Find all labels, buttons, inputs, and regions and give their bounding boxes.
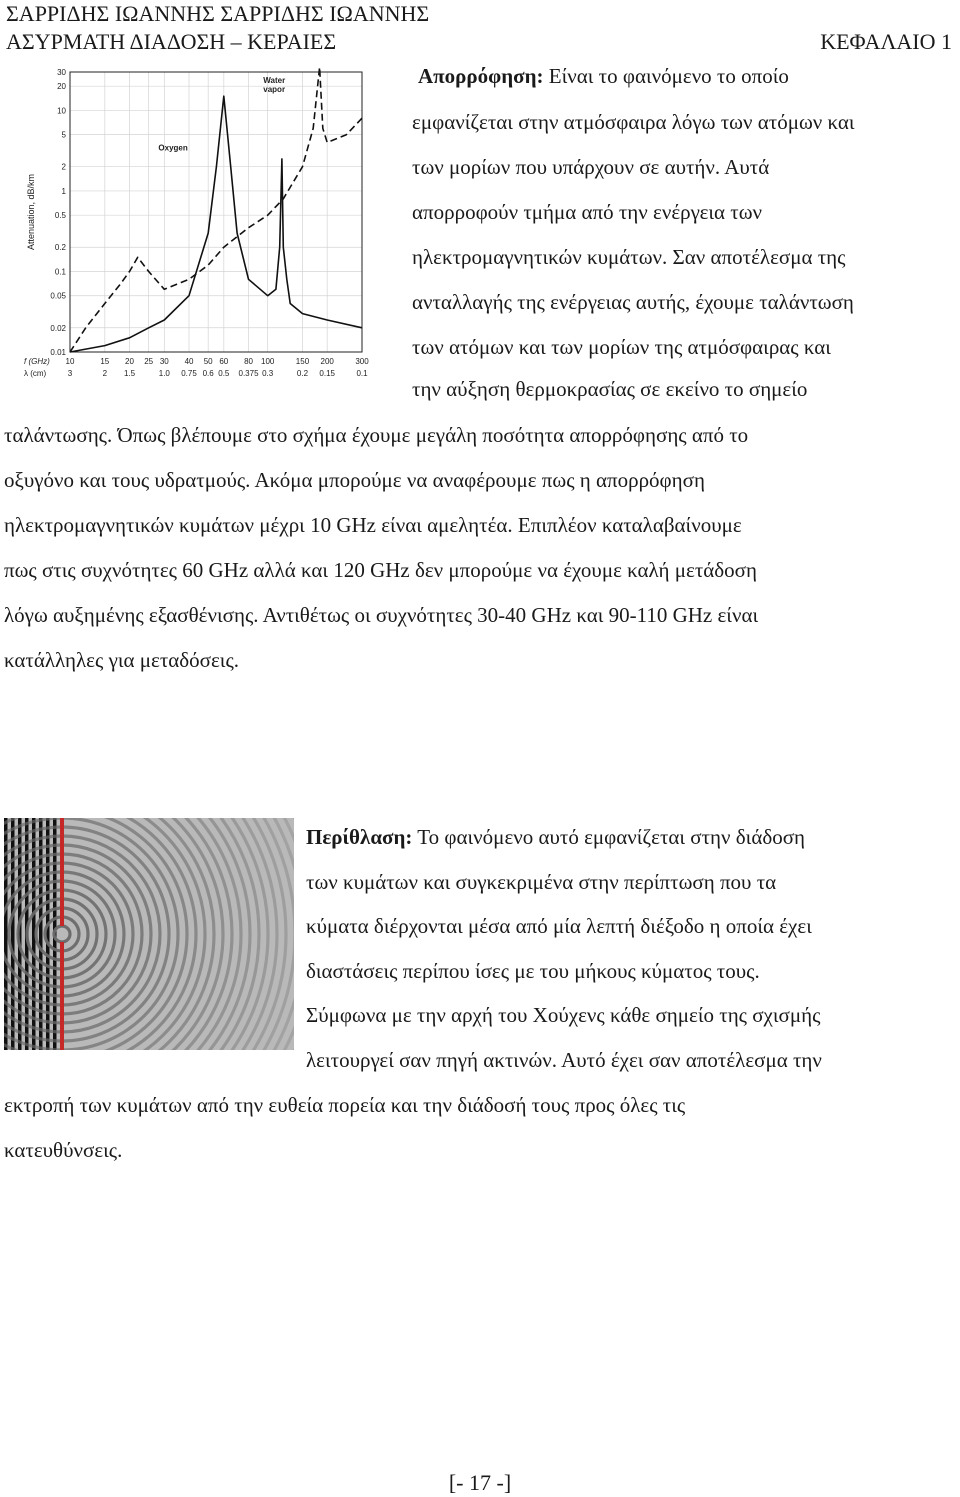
section1-line-6: των ατόμων και των μορίων της ατμόσφαιρας και	[412, 335, 831, 359]
header-author: ΣΑΡΡΙΔΗΣ ΙΩΑΝΝΗΣ ΣΑΡΡΙΔΗΣ ΙΩΑΝΝΗΣ	[6, 1, 430, 26]
section1-line-4: ηλεκτρομαγνητικών κυμάτων. Σαν αποτέλεσμα της	[412, 245, 846, 269]
section2-line-4: Σύμφωνα με την αρχή του Χούχενς κάθε σημείο της σχισμής	[306, 1003, 821, 1027]
x-tick-label-freq: 200	[320, 357, 334, 366]
section1-line-3: απορροφούν τμήμα από την ενέργεια των	[412, 200, 763, 224]
x-tick-label-lambda: 2	[102, 369, 108, 378]
x-tick-label-lambda: 0.15	[319, 369, 335, 378]
annotation-oxygen: Oxygen	[158, 143, 188, 153]
page-number: [- 17 -]	[448, 1470, 512, 1495]
x-tick-label-lambda: 1.0	[158, 369, 170, 378]
section2-full-line-1: κατευθύνσεις.	[4, 1138, 123, 1162]
x-tick-label-lambda: 0.5	[218, 369, 230, 378]
x-tick-label-lambda: 0.1	[356, 369, 368, 378]
x-tick-label-freq: 40	[184, 357, 194, 366]
barrier-top	[60, 818, 64, 926]
section1-full-line-0: ταλάντωσης. Όπως βλέπουμε στο σχήμα έχουμε μεγάλη ποσότητα απορρόφησης από το	[4, 423, 749, 447]
plot-frame	[70, 72, 362, 352]
y-tick-label: 30	[57, 68, 66, 77]
section1-line-0-text: Είναι το φαινόμενο το οποίο	[548, 64, 789, 88]
x-label-lambda: λ (cm)	[24, 369, 47, 378]
x-tick-label-lambda: 1.5	[123, 369, 136, 378]
incident-wavefront	[39, 818, 43, 1050]
section1-title: Απορρόφηση:	[418, 64, 544, 88]
y-tick-label: 0.01	[50, 348, 66, 357]
x-tick-label-freq: 30	[159, 357, 169, 366]
y-tick-label: 10	[57, 106, 66, 116]
x-tick-label-freq: 50	[203, 357, 213, 366]
y-tick-label: 0.1	[54, 267, 66, 277]
y-tick-label: 0.05	[50, 291, 66, 301]
y-axis-label: Attenuation, dB/km	[26, 173, 36, 251]
section1-line-0	[418, 62, 789, 90]
x-tick-label-freq: 100	[261, 357, 275, 366]
series-line-water-vapor	[70, 67, 362, 352]
x-tick-label-freq: 10	[65, 357, 75, 366]
section1-line-1: εμφανίζεται στην ατμόσφαιρα λόγω των ατόμων και	[412, 110, 855, 134]
section1-full-line-3: πως στις συχνότητες 60 GHz αλλά και 120 GHz δεν μπορούμε να έχουμε καλή μετάδοση	[4, 558, 757, 582]
x-tick-label-freq: 25	[144, 357, 154, 366]
y-tick-label: 2	[61, 162, 66, 172]
x-tick-label-freq: 60	[219, 357, 229, 366]
annotation-water-vapor-2: vapor	[263, 84, 286, 94]
y-tick-label: 20	[57, 82, 66, 92]
section1-full-line-5: κατάλληλες για μεταδόσεις.	[4, 648, 240, 672]
incident-wavefront	[11, 818, 15, 1050]
x-tick-label-lambda: 0.75	[181, 369, 197, 378]
section1-line-7: την αύξηση θερμοκρασίας σε εκείνο το σημείο	[412, 377, 808, 401]
section1-line-2: των μορίων που υπάρχουν σε αυτήν. Αυτά	[412, 155, 770, 179]
x-label-freq: f (GHz)	[24, 357, 50, 366]
section2-line-5: λειτουργεί σαν πηγή ακτινών. Αυτό έχει σαν αποτέλεσμα την	[306, 1048, 822, 1072]
section2-line-0	[306, 823, 805, 851]
section2-full-line-0: εκτροπή των κυμάτων από την ευθεία πορεία και την διάδοσή τους προς όλες τις	[4, 1093, 686, 1117]
section2-line-3: διαστάσεις περίπου ίσες με του μήκους κύματος τους.	[306, 959, 760, 983]
section2-line-0-text: Το φαινόμενο αυτό εμφανίζεται στην διάδοση	[417, 825, 806, 849]
y-tick-label: 0.5	[54, 211, 66, 221]
attenuation-chart	[22, 62, 374, 390]
y-tick-label: 0.02	[50, 323, 66, 333]
header-subject: ΑΣΥΡΜΑΤΗ ΔΙΑΔΟΣΗ – ΚΕΡΑΙΕΣ	[6, 29, 337, 54]
x-tick-label-lambda: 0.2	[296, 369, 309, 378]
x-tick-label-lambda: 0.6	[202, 369, 214, 378]
section1-full-line-4: λόγω αυξημένης εξασθένισης. Αντιθέτως οι συχνότητες 30-40 GHz και 90-110 GHz είναι	[4, 603, 759, 627]
x-tick-label-freq: 20	[125, 357, 134, 366]
diffraction-pattern-image	[4, 818, 294, 1050]
section1-full-line-1: οξυγόνο και τους υδρατμούς. Ακόμα μπορούμε να αναφέρουμε πως η απορρόφηση	[4, 468, 705, 492]
y-tick-label: 1	[61, 186, 66, 196]
section2-line-2: κύματα διέρχονται μέσα από μία λεπτή διέξοδο η οποία έχει	[306, 914, 812, 938]
section1-line-5: ανταλλαγής της ενέργειας αυτής, έχουμε ταλάντωση	[412, 290, 854, 314]
y-tick-label: 5	[61, 130, 66, 140]
header-chapter: ΚΕΦΑΛΑΙΟ 1	[820, 29, 952, 54]
barrier-bottom	[60, 942, 64, 1050]
x-tick-label-freq: 80	[244, 357, 253, 366]
x-tick-label-freq: 300	[355, 357, 369, 366]
y-tick-label: 0.2	[54, 243, 66, 253]
x-tick-label-lambda: 3	[67, 369, 73, 378]
section2-line-1: των κυμάτων και συγκεκριμένα στην περίπτωση που τα	[306, 870, 777, 894]
x-tick-label-freq: 15	[100, 357, 110, 366]
section2-title: Περίθλαση:	[306, 825, 413, 849]
x-tick-label-lambda: 0.3	[262, 369, 274, 378]
x-tick-label-freq: 150	[295, 357, 310, 366]
section1-full-line-2: ηλεκτρομαγνητικών κυμάτων μέχρι 10 GHz είναι αμελητέα. Επιπλέον καταλαβαίνουμε	[4, 513, 742, 537]
x-tick-label-lambda: 0.375	[238, 369, 259, 378]
annotation-water-vapor: Water	[263, 75, 286, 85]
